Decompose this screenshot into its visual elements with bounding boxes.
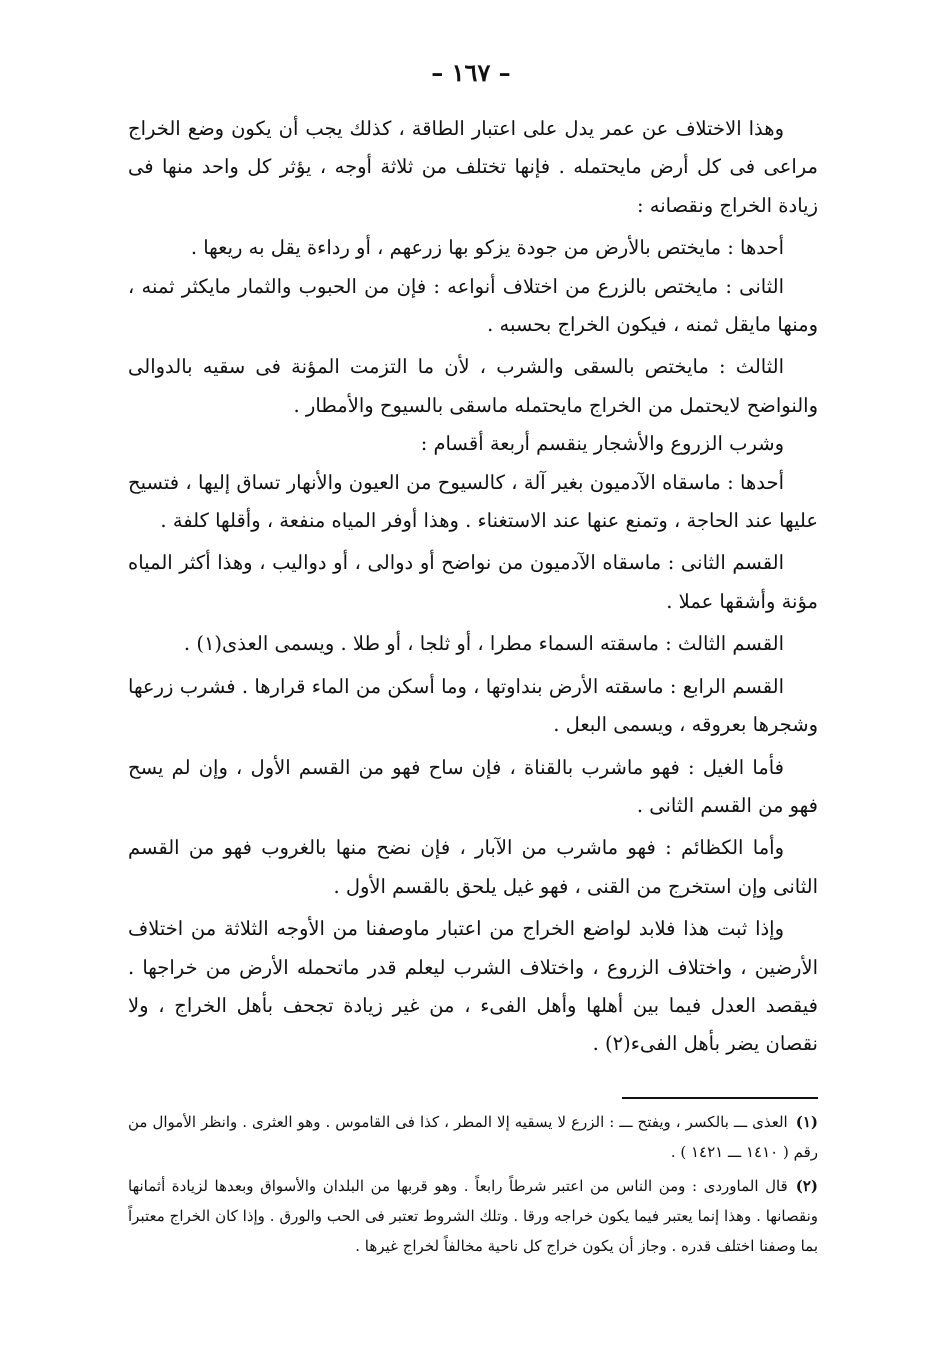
footnotes xyxy=(128,1107,818,1265)
footnote-2-marker: (٢) xyxy=(795,1177,818,1195)
paragraph-irrigation-first: أحدها : ماسقاه الآدميون بغير آلة ، كالسيوح من العيون والأنهار تساق إليها ، فتسيح عليها عند الحاجة ، وتمنع عنها عند الاستغناء . وهذا أوفر المياه منفعة ، وأقلها كلفة . xyxy=(128,470,818,533)
paragraph-irrigation-heading: وشرب الزروع والأشجار ينقسم أربعة أقسام : xyxy=(420,432,784,456)
paragraph-third-aspect: الثالث : مايختص بالسقى والشرب ، لأن ما التزمت المؤنة فى سقيه بالدوالى والنواضح لايحتمل من الخراج مايحتمله ماسقى بالسيوح والأمطار . xyxy=(128,355,818,417)
footnote-1 xyxy=(128,1107,818,1167)
paragraph-kazaim: وأما الكظائم : فهو ماشرب من الآبار ، فإن نضح منها بالغروب فهو من القسم الثانى وإن استخرج من القنى ، فهو غيل يلحق بالقسم الأول . xyxy=(128,836,818,898)
paragraph-intro: وهذا الاختلاف عن عمر يدل على اعتبار الطاقة ، كذلك يجب أن يكون وضع الخراج مراعى فى كل أرض مايحتمله . فإنها تختلف من ثلاثة أوجه ، يؤثر كل واحد منها فى زيادة الخراج ونقصانه : xyxy=(128,117,818,217)
page-number: – ١٦٧ – xyxy=(431,58,511,87)
footnote-divider xyxy=(622,1097,818,1099)
footnote-1-text: العذى ـــ بالكسر ، ويفتح ـــ : الزرع لا يسقيه إلا المطر ، كذا فى القاموس . وهو العثرى . وانظر الأموال من رقم ( ١٤١٠ ـــ ١٤٢١ ) . xyxy=(128,1113,818,1161)
paragraph-ghayl: فأما الغيل : فهو ماشرب بالقناة ، فإن ساح فهو من القسم الأول ، وإن لم يسح فهو من القسم الثانى . xyxy=(128,755,818,817)
paragraph-irrigation-second: القسم الثانى : ماسقاه الآدميون من نواضح أو دوالى ، أو دواليب ، وهذا أكثر المياه مؤنة وأشقها عملا . xyxy=(128,551,818,613)
footnote-2-text: قال الماوردى : ومن الناس من اعتبر شرطاً رابعاً . وهو قربها من البلدان والأسواق وبعدها لزيادة أثمانها ونقصانها . وهذا إنما يعتبر فيما يكون خراجه ورقا . وتلك الشروط تعتبر فى الحب والورق . وإذا كان الخراج معتبراً بما وصفنا اختلف قدره . وجاز أن يكون خراج كل ناحية مخالفاً لخراج غيرها . xyxy=(128,1177,818,1255)
paragraph-first-aspect: أحدها : مايختص بالأرض من جودة يزكو بها زرعهم ، أو رداءة يقل به ريعها . xyxy=(190,236,784,260)
paragraph-second-aspect: الثانى : مايختص بالزرع من اختلاف أنواعه : فإن من الحبوب والثمار مايكثر ثمنه ، ومنها مايقل ثمنه ، فيكون الخراج بحسبه . xyxy=(128,274,818,337)
paragraph-irrigation-fourth: القسم الرابع : ماسقته الأرض بنداوتها ، وما أسكن من الماء قرارها . فشرب زرعها وشجرها بعروقه ، ويسمى البعل . xyxy=(128,674,818,737)
paragraph-irrigation-third: القسم الثالث : ماسقته السماء مطرا ، أو ثلجا ، أو طلا . ويسمى العذى(١) . xyxy=(183,632,784,656)
main-text xyxy=(128,110,818,1068)
paragraph-conclusion: وإذا ثبت هذا فلابد لواضع الخراج من اعتبار ماوصفنا من الأوجه الثلاثة من اختلاف الأرضين ، واختلاف الزروع ، واختلاف الشرب ليعلم قدر ماتحمله الأرض من خراجها . فيقصد العدل فيما بين أهلها وأهل الفىء ، من غير زيادة تجحف بأهل الخراج ، ولا نقصان يضر بأهل الفىء(٢) . xyxy=(128,917,818,1056)
footnote-2 xyxy=(128,1171,818,1261)
footnote-1-marker: (١) xyxy=(795,1113,818,1131)
